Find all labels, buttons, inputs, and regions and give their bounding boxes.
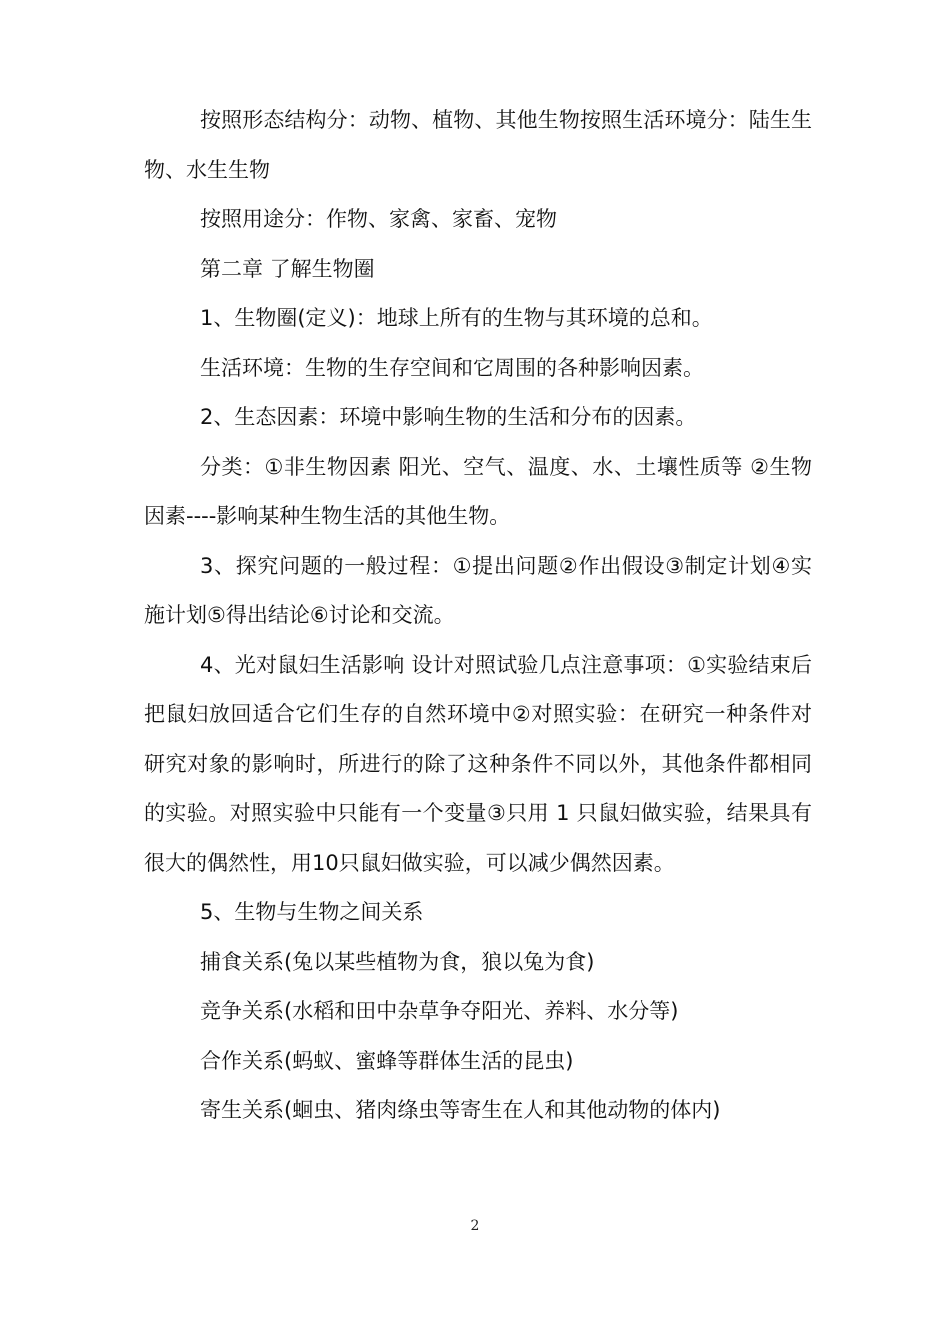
paragraph-classification-use: 按照用途分：作物、家禽、家畜、宠物 bbox=[200, 207, 557, 231]
paragraph-woodlouse-experiment: 4、光对鼠妇生活影响 设计对照试验几点注意事项：①实验结束后把鼠妇放回适合它们生存的自然环境中②对照实验：在研究一种条件对研究对象的影响时，所进行的除了这种条件不同以外，其他条件都相同的实验。对照实验中只能有一个变量③只用 1 只鼠妇做实验，结果具有很大的偶然性，用10只鼠妇做实验，可以减少偶然因素。 bbox=[144, 652, 812, 875]
paragraph-competition: 竞争关系(水稻和田中杂草争夺阳光、养料、水分等) bbox=[200, 999, 679, 1023]
paragraph-factor-categories: 分类：①非生物因素 阳光、空气、温度、水、土壤性质等 ②生物因素----影响某种生物生活的其他生物。 bbox=[144, 454, 812, 528]
paragraph-classification-form-habitat: 按照形态结构分：动物、植物、其他生物按照生活环境分：陆生生物、水生生物 bbox=[144, 108, 812, 182]
document-body bbox=[144, 96, 812, 1136]
page-number: 2 bbox=[470, 1218, 480, 1234]
paragraph-living-environment: 生活环境：生物的生存空间和它周围的各种影响因素。 bbox=[200, 355, 704, 380]
paragraph-parasitism: 寄生关系(蛔虫、猪肉绦虫等寄生在人和其他动物的体内) bbox=[200, 1098, 721, 1122]
chapter-heading: 第二章 了解生物圈 bbox=[200, 256, 375, 281]
paragraph-biosphere-definition: 1、生物圈(定义)：地球上所有的生物与其环境的总和。 bbox=[200, 306, 713, 330]
paragraph-ecological-factors: 2、生态因素：环境中影响生物的生活和分布的因素。 bbox=[200, 405, 697, 429]
paragraph-predation: 捕食关系(兔以某些植物为食，狼以兔为食) bbox=[200, 949, 595, 974]
paragraph-cooperation: 合作关系(蚂蚁、蜜蜂等群体生活的昆虫) bbox=[200, 1048, 574, 1073]
paragraph-inquiry-process: 3、探究问题的一般过程：①提出问题②作出假设③制定计划④实施计划⑤得出结论⑥讨论和交流。 bbox=[144, 553, 812, 627]
paragraph-organism-relations-heading: 5、生物与生物之间关系 bbox=[200, 900, 424, 924]
